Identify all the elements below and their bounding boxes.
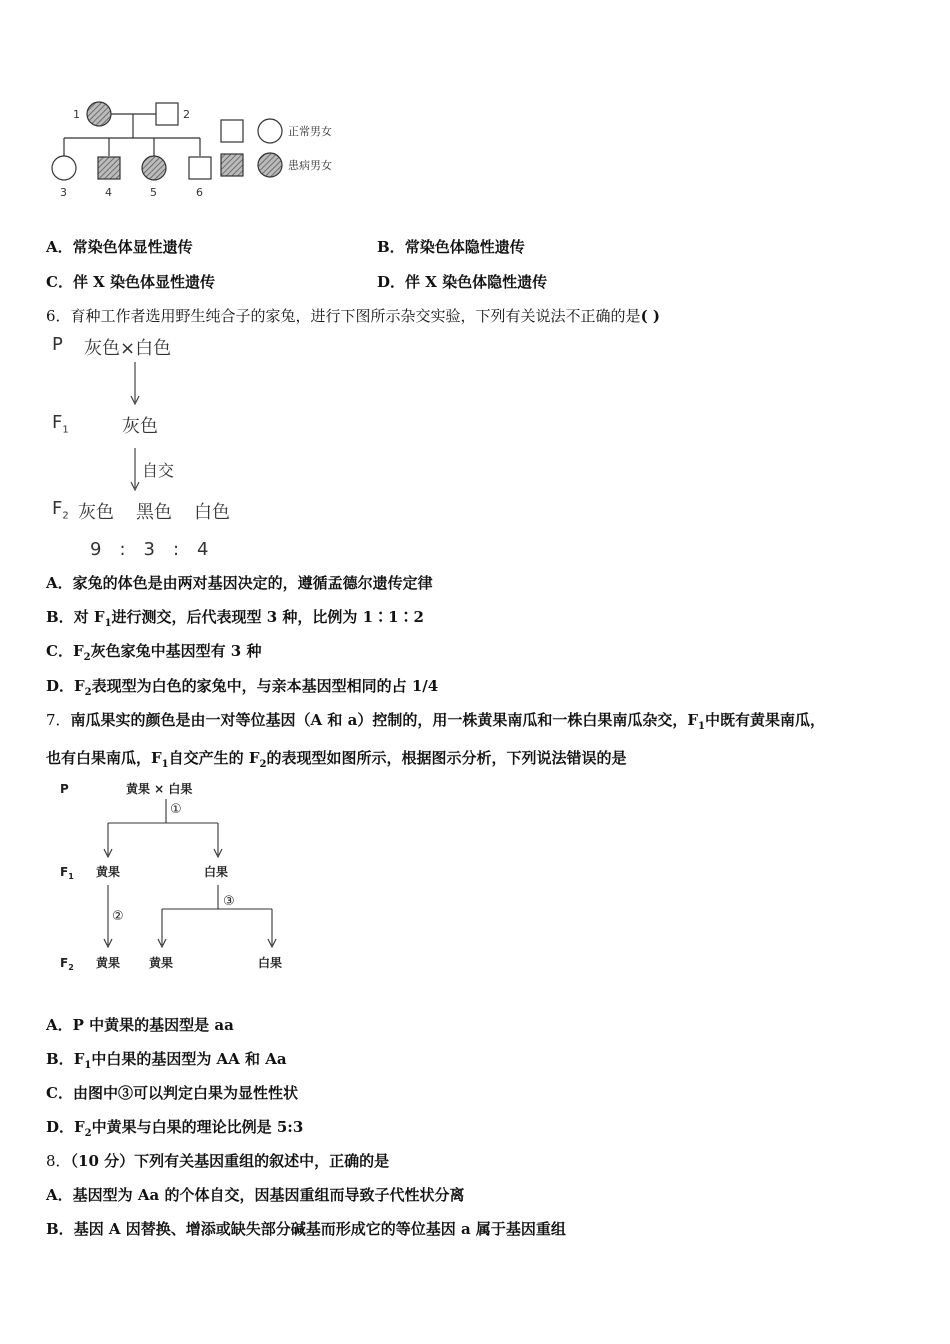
- option-letter: B．: [46, 608, 74, 626]
- q5-option-a[interactable]: [46, 236, 193, 257]
- individual-6-normal-male: [189, 157, 211, 179]
- arrow-p-to-f1: [128, 362, 142, 406]
- option-letter: B．: [46, 1050, 74, 1068]
- f1-label: $F_1$: [52, 412, 69, 436]
- label-2: 2: [183, 108, 190, 121]
- q8-option-a[interactable]: [46, 1184, 464, 1205]
- option-text: 由图中③可以判定白果为显性性状: [72, 1084, 298, 1102]
- pedigree-figure: [40, 90, 360, 210]
- f2-label: $F_2$: [52, 498, 69, 522]
- legend-affected-female: [258, 153, 282, 177]
- q7-stem-line1: 7．南瓜果实的颜色是由一对等位基因（A 和 a）控制的，用一株黄果南瓜和一株白果南瓜杂交，$F_1$中既有黄果南瓜，: [46, 711, 825, 732]
- q6-stem: [46, 305, 660, 326]
- f1-white: 白果: [204, 865, 229, 879]
- option-letter: C．: [46, 273, 73, 291]
- p-label: P: [52, 334, 63, 355]
- step-1: ①: [170, 802, 182, 817]
- option-text: 伴 X 染色体隐性遗传: [405, 273, 548, 291]
- option-letter: D．: [377, 273, 406, 291]
- f2-phenotype-white: 白色: [194, 502, 230, 523]
- legend-affected-text: 患病男女: [288, 159, 332, 172]
- q5-option-c[interactable]: [46, 271, 215, 292]
- q7-option-c[interactable]: [46, 1082, 298, 1103]
- individual-2-normal-male: [156, 103, 178, 125]
- option-letter: D．: [46, 677, 75, 695]
- legend-affected-male: [221, 154, 243, 176]
- selfing-label: 自交: [142, 461, 175, 480]
- p-label: P: [60, 782, 69, 796]
- label-6: 6: [196, 186, 203, 199]
- option-text: 基因型为 Aa 的个体自交，因基因重组而导致子代性状分离: [72, 1186, 465, 1204]
- label-4: 4: [105, 186, 112, 199]
- q8-option-b[interactable]: [46, 1218, 566, 1239]
- q7-stem-line2: 也有白果南瓜，$F_1$自交产生的 $F_2$的表现型如图所示，根据图示分析，下列说法错误的是: [46, 749, 627, 770]
- legend-normal-male: [221, 120, 243, 142]
- question-text: 育种工作者选用野生纯合子的家兔，进行下图所示杂交实验，下列有关说法不正确的是: [70, 307, 641, 325]
- q6-option-c[interactable]: C．$F_2$灰色家兔中基因型有 3 种: [46, 642, 262, 663]
- f2-phenotype-black: 黑色: [136, 502, 172, 523]
- f2-white: 白果: [258, 956, 283, 970]
- step-2: ②: [112, 909, 124, 924]
- q8-stem: [46, 1150, 389, 1171]
- f1-yellow: 黄果: [96, 865, 121, 879]
- q7-option-d[interactable]: D．$F_2$中黄果与白果的理论比例是 5:3: [46, 1118, 304, 1139]
- p-cross: 灰色×白色: [84, 338, 172, 359]
- arrow-f1-to-f2: [128, 448, 142, 492]
- step-3: ③: [223, 894, 235, 909]
- q7-option-b[interactable]: B．$F_1$中白果的基因型为 AA 和 Aa: [46, 1050, 287, 1071]
- f1-label: $F_1$: [60, 865, 74, 881]
- question-text: （10 分）下列有关基因重组的叙述中，正确的是: [70, 1152, 390, 1170]
- f2-phenotype-gray: 灰色: [78, 502, 114, 523]
- f1-phenotype: 灰色: [122, 416, 158, 437]
- q5-option-b[interactable]: [377, 236, 525, 257]
- option-text: P 中黄果的基因型是 aa: [72, 1016, 234, 1034]
- option-text: 常染色体显性遗传: [72, 238, 193, 256]
- individual-1-affected-female: [87, 102, 111, 126]
- q6-option-a[interactable]: [46, 572, 433, 593]
- individual-4-affected-male: [98, 157, 120, 179]
- option-letter: C．: [46, 1084, 73, 1102]
- option-letter: C．: [46, 642, 73, 660]
- f2-ratio: 9 : 3 : 4: [90, 539, 209, 560]
- option-text: 基因 A 因替换、增添或缺失部分碱基而形成它的等位基因 a 属于基因重组: [73, 1220, 566, 1238]
- f2-label: $F_2$: [60, 956, 74, 972]
- p-cross: 黄果 × 白果: [126, 782, 193, 796]
- f2-yellow-right: 黄果: [149, 956, 174, 970]
- label-1: 1: [73, 108, 80, 121]
- q6-option-b[interactable]: B．对 $F_1$进行测交，后代表现型 3 种，比例为 1∶1∶2: [46, 608, 424, 629]
- option-letter: A．: [46, 1016, 73, 1034]
- option-text: 伴 X 染色体显性遗传: [72, 273, 216, 291]
- legend-normal-text: 正常男女: [288, 125, 332, 138]
- label-5: 5: [150, 186, 157, 199]
- q7-cross-figure: [46, 775, 306, 980]
- option-letter: B．: [46, 1220, 74, 1238]
- question-number: 7．: [46, 711, 71, 729]
- f2-yellow-left: 黄果: [96, 956, 121, 970]
- answer-blank: ( ): [640, 307, 660, 325]
- q6-option-d[interactable]: D．$F_2$表现型为白色的家兔中，与亲本基因型相同的占 1/4: [46, 677, 439, 698]
- legend-normal-female: [258, 119, 282, 143]
- option-letter: B．: [377, 238, 405, 256]
- q5-option-d[interactable]: [377, 271, 547, 292]
- q6-cross-figure: [46, 330, 266, 560]
- question-number: 6．: [46, 307, 71, 325]
- label-3: 3: [60, 186, 67, 199]
- individual-3-normal-female: [52, 156, 76, 180]
- question-number: 8．: [46, 1152, 71, 1170]
- q7-option-a[interactable]: [46, 1014, 234, 1035]
- option-letter: A．: [46, 574, 73, 592]
- option-letter: A．: [46, 238, 73, 256]
- option-letter: D．: [46, 1118, 75, 1136]
- individual-5-affected-female: [142, 156, 166, 180]
- option-text: 家兔的体色是由两对基因决定的，遵循孟德尔遗传定律: [72, 574, 433, 592]
- option-text: 常染色体隐性遗传: [404, 238, 525, 256]
- option-letter: A．: [46, 1186, 73, 1204]
